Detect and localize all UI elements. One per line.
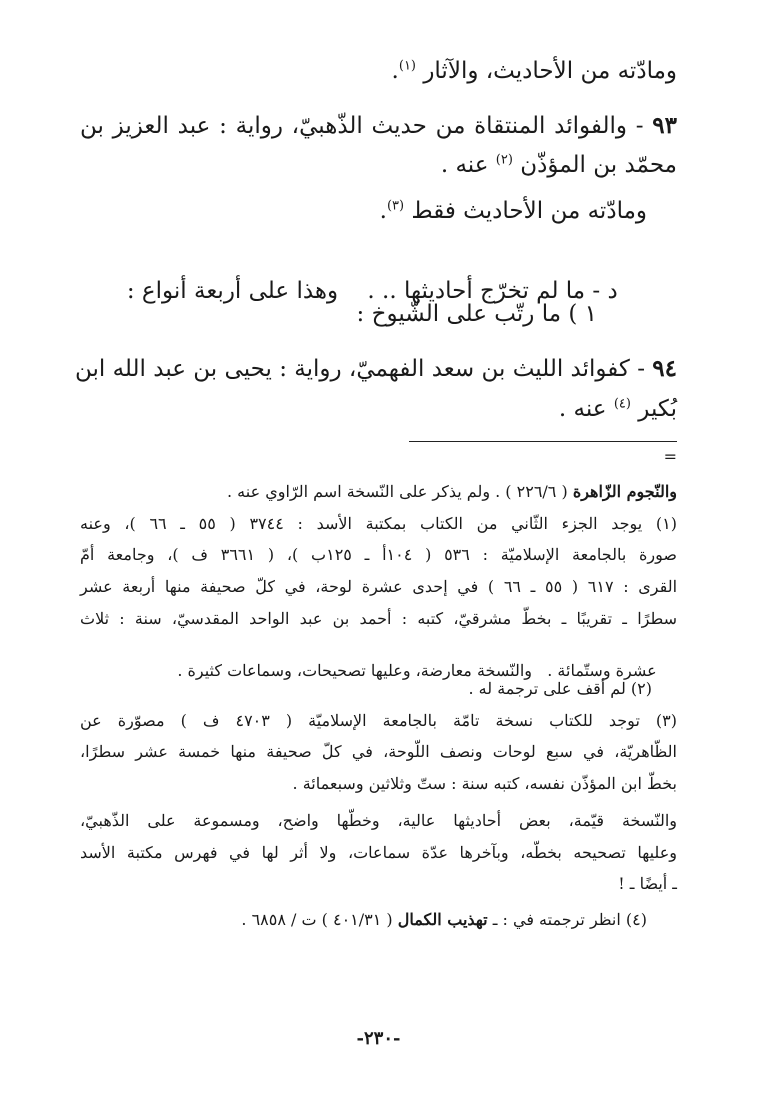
main-text: - كفوائد الليث بن سعد الفهميّ، رواية : يحيى بن عبد الله ابن [74,356,645,382]
footnote-text: ( ٢٢٦/٦ ) . ولم يذكر على النّسخة اسم الرّاوي عنه . [227,482,568,501]
main-text: عنه . [558,396,607,422]
book-title: تهذيب الكمال [397,910,488,929]
footnote-text: (٤) انظر ترجمته في : ـ [492,910,647,929]
footnote-text: سطرًا ـ تقريبًا ـ بخطّ مشرقيّ، كتبه : أحمد بن عبد الواحد المقدسيّ، سنة : ثلاث [80,609,677,628]
main-line-8 [80,396,677,422]
main-text: - والفوائد المنتقاة من حديث الذّهبيّ، رواية : عبد العزيز بن [80,113,644,139]
main-text: د - ما لم تخرّج أحاديثها .. . وهذا على أربعة أنواع : [126,278,618,304]
footnote-2 [80,679,652,698]
footnote-1-line-2 [80,545,677,564]
page-number: -٢٣٠- [356,1028,401,1049]
main-text: عنه . [440,152,489,178]
continuation-mark: = [663,447,677,466]
footnote-ref: (٤) [613,396,631,412]
footnote-1-line-1 [80,514,677,533]
book-title: والنّجوم الزّاهرة [572,482,677,501]
footnote-3-line-4 [80,811,677,830]
footnote-text: (٣) توجد للكتاب نسخة تامّة بالجامعة الإسلاميّة ( ٤٧٠٣ ف ) مصوّرة عن [80,711,678,730]
footnote-text: عشرة وستّمائة . والنّسخة معارضة، وعليها تصحيحات، وسماعات كثيرة . [177,661,657,680]
footnote-1-line-3 [80,577,677,596]
footnote-text: بخطّ ابن المؤذّن نفسه، كتبه سنة : ستّ وثلاثين وسبعمائة . [292,774,677,793]
footnote-separator [409,441,677,442]
main-text: . [391,58,399,84]
footnote-3-line-6 [80,874,677,893]
footnote-3-line-2 [80,742,677,761]
footnote-text: القرى : ٦١٧ ( ٥٥ ـ ٦٦ ) في إحدى عشرة لوحة، في كلّ صحيفة منها أربعة عشر [80,577,678,596]
main-line-7 [74,355,677,382]
main-text: محمّد بن المؤذّن [520,152,677,178]
footnote-3-line-5 [80,843,677,862]
footnote-1-line-4 [80,609,677,628]
main-line-3 [80,152,677,178]
main-line-1 [80,58,677,84]
footnote-text: صورة بالجامعة الإسلاميّة : ٥٣٦ ( ١٠٤أ ـ ١٢٥ب )، ( ٣٦٦١ ف )، وجامعة أمّ [80,545,678,564]
footnote-text: الظّاهريّة، في سبع لوحات ونصف اللّوحة، في كلّ صحيفة منها خمسة عشر سطرًا، [80,742,677,761]
main-text: . [379,198,387,224]
footnote-ref: (٢) [495,152,513,168]
main-line-4 [80,198,647,224]
main-line-2 [80,112,677,139]
main-text: ومادّته من الأحاديث فقط [411,198,647,224]
main-line-6 [80,301,597,327]
footnote-ref: (١) [398,58,416,74]
footnote-4 [80,910,647,929]
footnote-3-line-3 [80,774,677,793]
main-text: ومادّته من الأحاديث، والآثار [423,58,677,84]
main-text: ١ ) ما رتّب على الشّيوخ : [356,301,597,327]
footnote-3-line-1 [80,711,677,730]
footnote-text: وعليها تصحيحه بخطّه، وبآخرها عدّة سماعات، ولا أثر لها في فهرس مكتبة الأسد [80,843,677,862]
footnote-text: والنّسخة قيّمة، بعض أحاديثها عالية، وخطّها واضح، ومسموعة على الذّهبيّ، [80,811,677,830]
footnote-text: ( ٤٠١/٣١ ) ت / ٦٨٥٨ . [241,910,393,929]
footnote-text: (٢) لم أقف على ترجمة له . [468,679,652,698]
footnote-ref: (٣) [386,198,405,214]
entry-number: ٩٤ [652,355,677,382]
footnote-text: ـ أيضًا ـ ! [618,874,677,893]
main-text: بُكير [638,396,677,422]
footnote-text: (١) يوجد الجزء الثّاني من الكتاب بمكتبة الأسد : ٣٧٤٤ ( ٥٥ ـ ٦٦ )، وعنه [80,514,678,533]
footnote-continuation [80,482,677,501]
entry-number: ٩٣ [652,112,677,139]
